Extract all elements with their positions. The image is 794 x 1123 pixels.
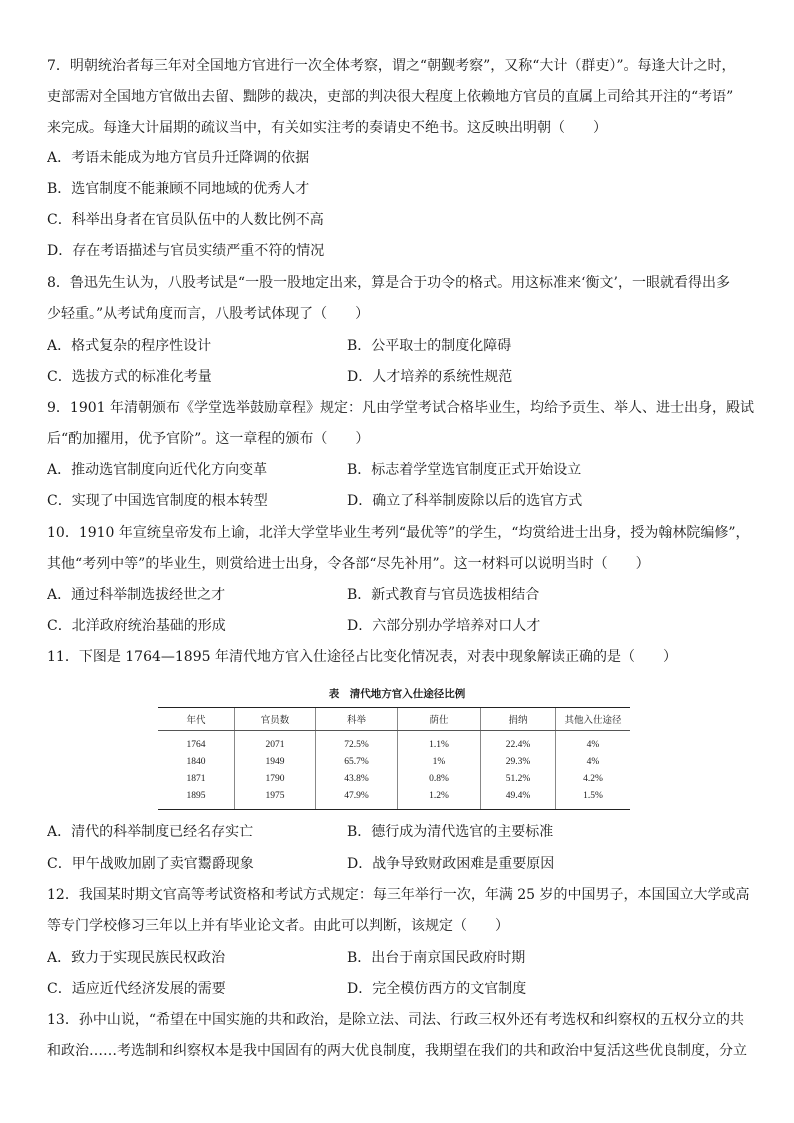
table-cell: 51.2%: [481, 770, 556, 787]
q7-stem-line-2: 吏部需对全国地方官做出去留、黜陟的裁决，吏部的判决很大程度上依赖地方官员的直属上司给其开注的“考语”: [47, 89, 734, 105]
table-cell: 1790: [235, 770, 316, 787]
official-entry-table: [158, 707, 630, 810]
table-cell: 4%: [556, 753, 631, 770]
q12-option-b: B．出台于南京国民政府时期: [347, 950, 526, 966]
table-header-cell: 年代: [158, 708, 235, 731]
table-row: [158, 787, 630, 810]
table-cell: 1.2%: [398, 787, 481, 810]
table-caption: 表 清代地方官入仕途径比例: [328, 688, 466, 700]
q7-stem-line-1: 7．明朝统治者每三年对全国地方官进行一次全体考察，谓之“朝觐考察”，又称“大计（群吏）”。每逢大计之时，: [47, 58, 736, 74]
q10-option-a: A．通过科举制选拔经世之才: [47, 587, 226, 603]
q12-stem-line-1: 12．我国某时期文官高等考试资格和考试方式规定：每三年举行一次，年满 25 岁的中国男子，本国国立大学或高: [47, 887, 750, 903]
table-row: [158, 770, 630, 787]
table-cell: 4.2%: [556, 770, 631, 787]
q10-stem-line-2: 其他“考列中等”的毕业生，则赏给进士出身，令各部“尽先补用”。这一材料可以说明当时（ ）: [47, 556, 650, 572]
q12-option-d: D．完全模仿西方的文官制度: [347, 981, 527, 997]
q9-option-d: D．确立了科举制废除以后的选官方式: [347, 493, 583, 509]
q8-options-row-1: [47, 336, 757, 356]
table-row: [158, 731, 630, 754]
table-cell: 1764: [186, 739, 206, 750]
q10-option-c: C．北洋政府统治基础的形成: [47, 618, 226, 634]
q7-option-c: C．科举出身者在官员队伍中的人数比例不高: [47, 212, 324, 228]
q8-stem-line-2: 少轻重。”从考试角度而言，八股考试体现了（ ）: [47, 306, 370, 322]
q8-option-c: C．选拔方式的标准化考量: [47, 369, 212, 385]
q9-options-row-1: [47, 460, 757, 480]
q7-option-b: B．选官制度不能兼顾不同地域的优秀人才: [47, 181, 310, 197]
table-cell: 1871: [186, 773, 206, 784]
table-cell: 72.5%: [316, 731, 398, 754]
table-cell: 0.8%: [398, 770, 481, 787]
q10-options-row-2: [47, 616, 757, 636]
q11-options-row-1: [47, 822, 757, 842]
table-cell: 1949: [235, 753, 316, 770]
q10-options-row-1: [47, 585, 757, 605]
q8-options-row-2: [47, 367, 757, 387]
table-header-cell: 其他入仕途径: [556, 708, 631, 731]
q10-option-d: D．六部分别办学培养对口人才: [347, 618, 541, 634]
q9-options-row-2: [47, 491, 757, 511]
q11-stem-line-1: 11．下图是 1764—1895 年清代地方官入仕途径占比变化情况表，对表中现象解读正确的是（ ）: [47, 649, 677, 665]
table-cell: 1.5%: [556, 787, 631, 810]
table-cell: 1895: [158, 787, 235, 810]
q9-stem-line-2: 后“酌加擢用，优予官阶”。这一章程的颁布（ ）: [47, 431, 370, 447]
table-cell: 49.4%: [481, 787, 556, 810]
q11-option-b: B．德行成为清代选官的主要标准: [347, 824, 554, 840]
table-cell: 43.8%: [316, 770, 398, 787]
table-cell: 1840: [186, 756, 206, 767]
q8-option-a: A．格式复杂的程序性设计: [47, 338, 212, 354]
q8-option-b: B．公平取士的制度化障碍: [347, 338, 512, 354]
q10-stem-line-1: 10．1910 年宣统皇帝发布上谕，北洋大学堂毕业生考列“最优等”的学生，“均赏给进士出身，授为翰林院编修”，: [47, 525, 750, 541]
q11-options-row-2: [47, 854, 757, 874]
q9-option-a: A．推动选官制度向近代化方向变革: [47, 462, 268, 478]
table-cell: 1975: [235, 787, 316, 810]
table-cell: 65.7%: [316, 753, 398, 770]
q7-option-a: A．考语未能成为地方官员升迁降调的依据: [47, 150, 310, 166]
q13-stem-line-2: 和政治……考选制和纠察权本是我中国固有的两大优良制度，我期望在我们的共和政治中复活这些优良制度，分立: [47, 1043, 747, 1059]
table-header-cell: 捐纳: [481, 708, 556, 731]
table-cell: 1.1%: [398, 731, 481, 754]
table-cell: 29.3%: [481, 753, 556, 770]
q11-option-a: A．清代的科举制度已经名存实亡: [47, 824, 254, 840]
q12-stem-line-2: 等专门学校修习三年以上并有毕业论文者。由此可以判断，该规定（ ）: [47, 918, 509, 934]
q7-stem-line-3: 来完成。每逢大计届期的疏议当中，有关如实注考的奏请史不绝书。这反映出明朝（ ）: [47, 120, 607, 136]
q9-option-b: B．标志着学堂选官制度正式开始设立: [347, 462, 582, 478]
q7-option-d: D．存在考语描述与官员实绩严重不符的情况: [47, 243, 325, 259]
q8-stem-line-1: 8．鲁迅先生认为，八股考试是“一股一股地定出来，算是合于功令的格式。用这标准来‘衡文’，一眼就看得出多: [47, 275, 730, 291]
q12-options-row-1: [47, 948, 757, 968]
table-header-cell: 科举: [316, 708, 398, 731]
q9-option-c: C．实现了中国选官制度的根本转型: [47, 493, 268, 509]
table-cell: 47.9%: [316, 787, 398, 810]
table-cell: 1%: [398, 753, 481, 770]
q12-options-row-2: [47, 979, 757, 999]
table-cell: 22.4%: [481, 731, 556, 754]
table-header-cell: 荫仕: [398, 708, 481, 731]
table-header-row: [158, 708, 630, 731]
q10-option-b: B．新式教育与官员选拔相结合: [347, 587, 540, 603]
q8-option-d: D．人才培养的系统性规范: [347, 369, 513, 385]
table-cell: 4%: [556, 731, 631, 754]
q11-option-d: D．战争导致财政困难是重要原因: [347, 856, 555, 872]
q11-option-c: C．甲午战败加剧了卖官鬻爵现象: [47, 856, 254, 872]
table-cell: 2071: [235, 731, 316, 754]
q9-stem-line-1: 9．1901 年清朝颁布《学堂选举鼓励章程》规定：凡由学堂考试合格毕业生，均给予贡生、举人、进士出身，殿试: [47, 400, 754, 416]
table-header-cell: 官员数: [235, 708, 316, 731]
table-row: [158, 753, 630, 770]
q12-option-c: C．适应近代经济发展的需要: [47, 981, 226, 997]
q13-stem-line-1: 13．孙中山说，“希望在中国实施的共和政治，是除立法、司法、行政三权外还有考选权和纠察权的五权分立的共: [47, 1012, 744, 1028]
q12-option-a: A．致力于实现民族民权政治: [47, 950, 226, 966]
